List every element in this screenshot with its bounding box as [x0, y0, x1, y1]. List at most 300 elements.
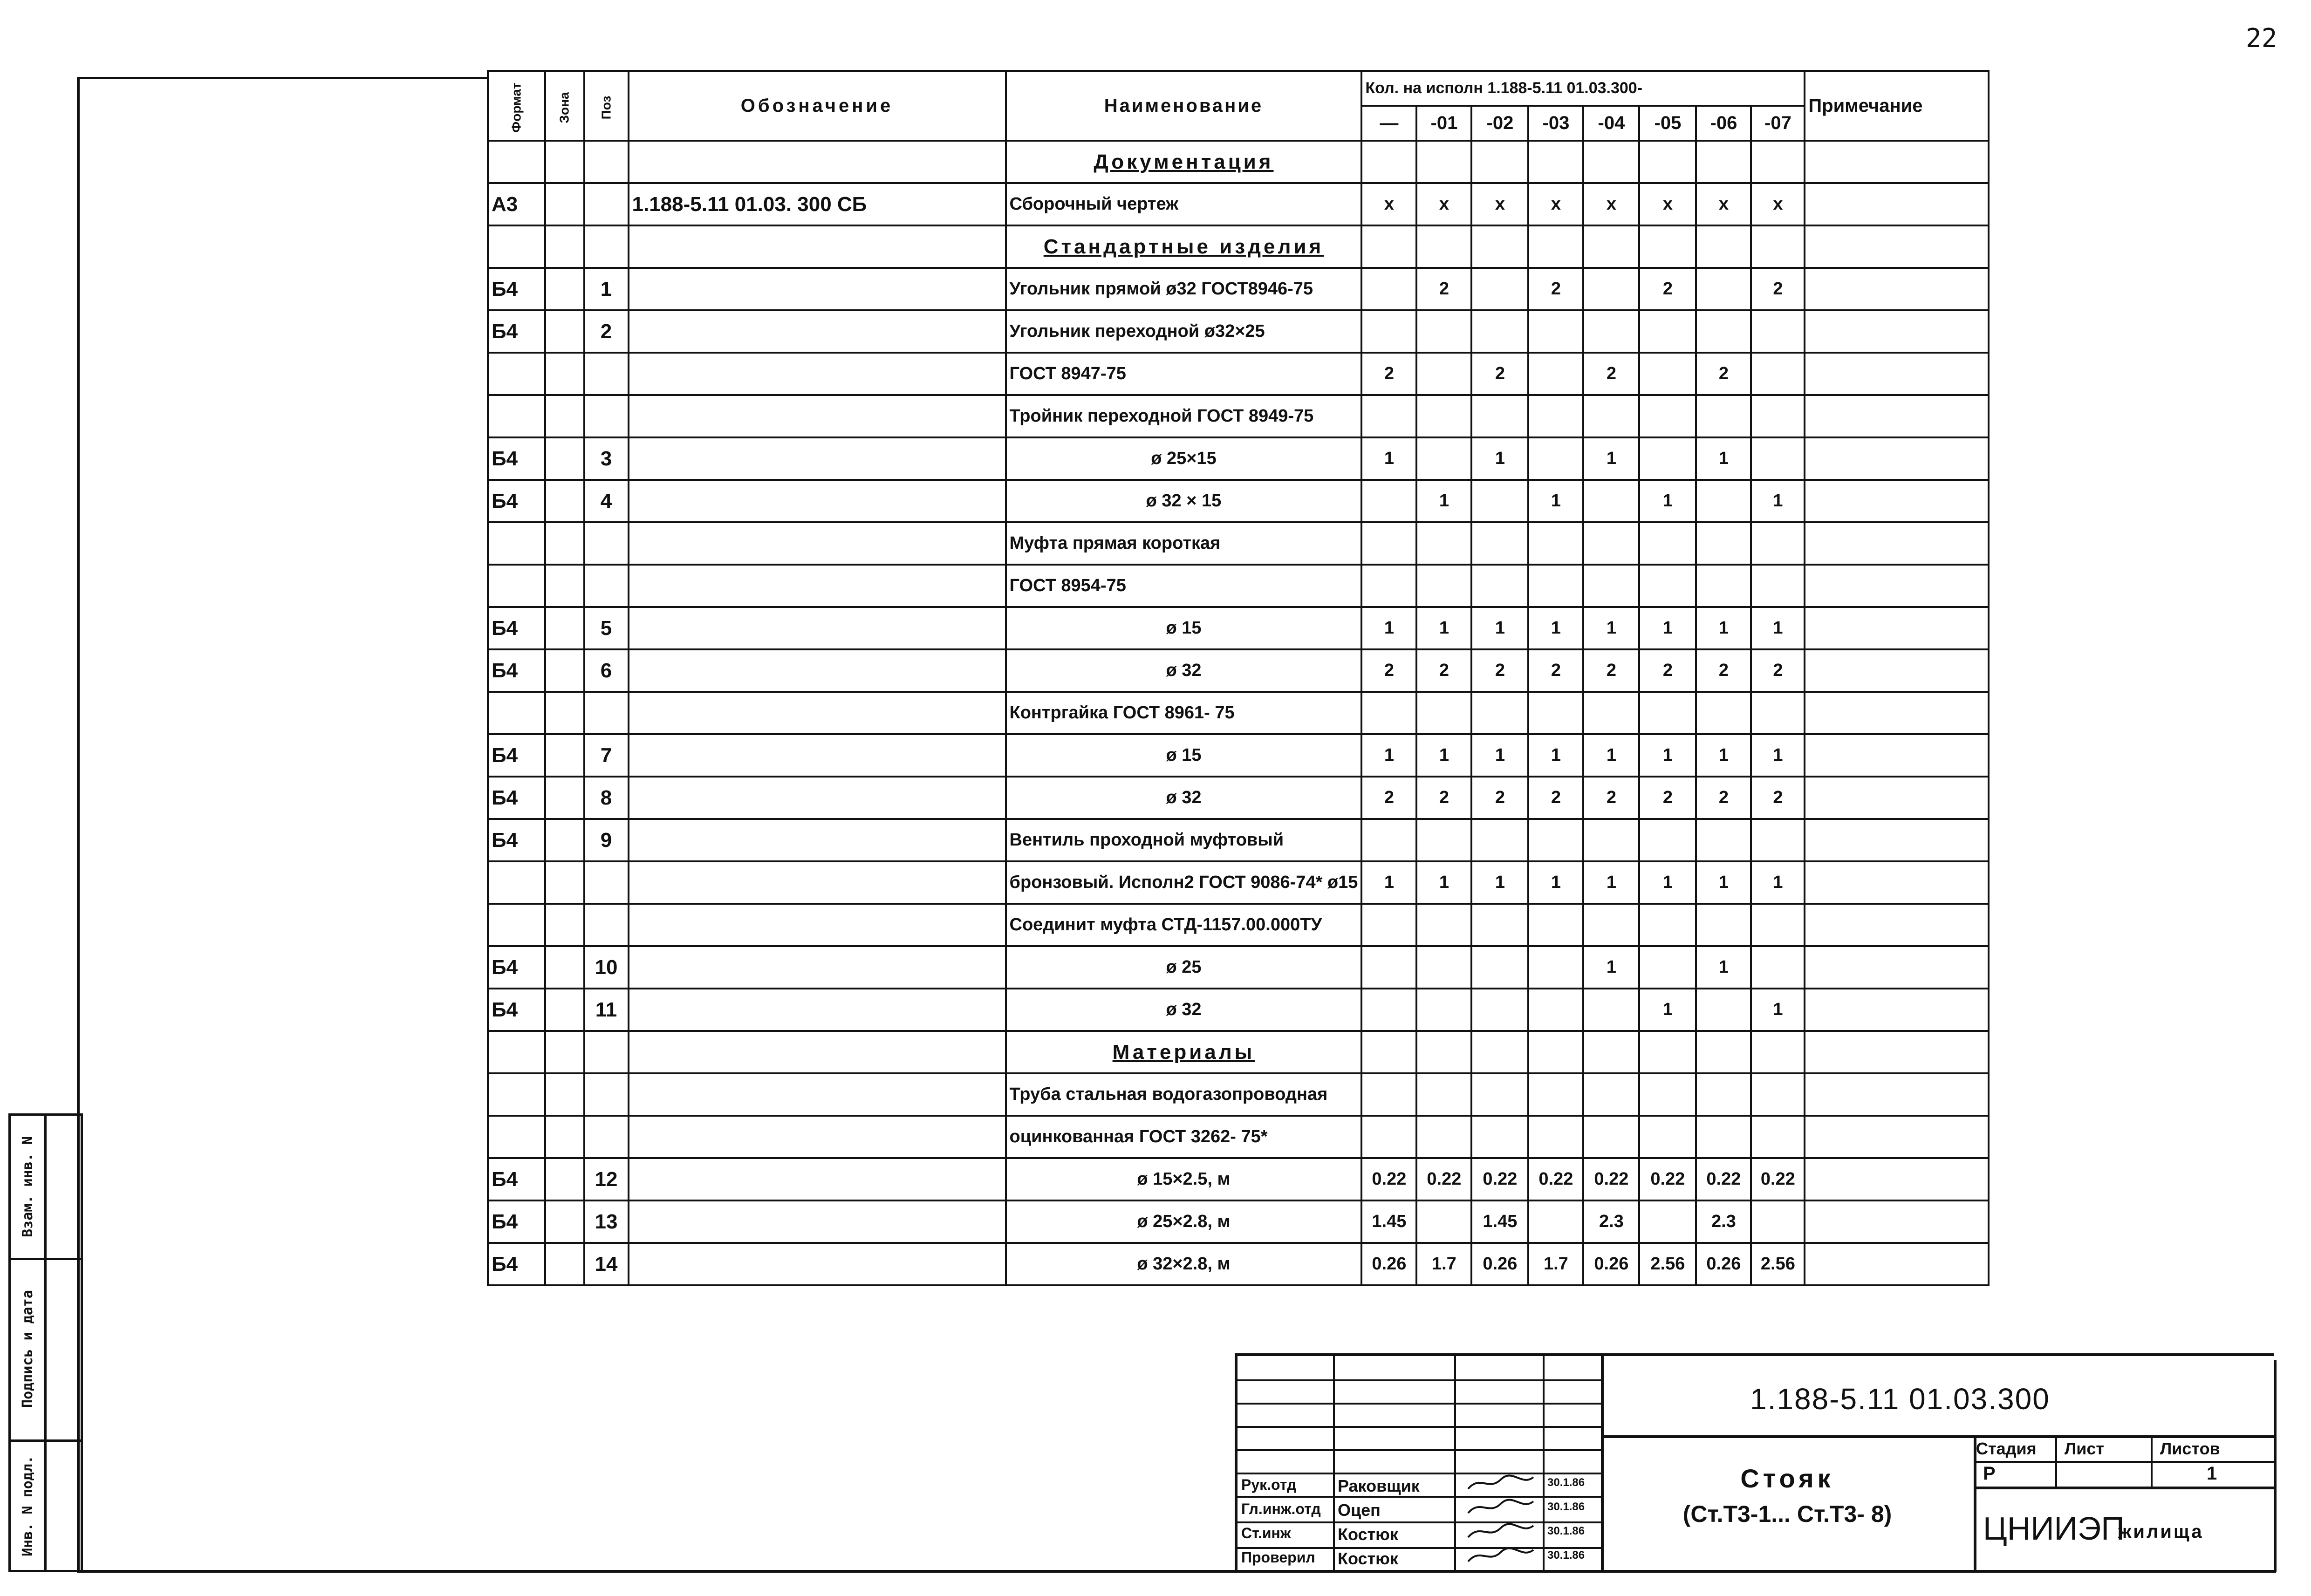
- cell-note: [1805, 734, 1989, 777]
- cell-quantity: [1416, 225, 1471, 268]
- strip-podpis: Подпись и дата: [19, 1289, 36, 1408]
- cell-quantity: [1583, 268, 1639, 310]
- cell-pos: [584, 1073, 629, 1116]
- cell-quantity: 1: [1583, 437, 1639, 480]
- cell-quantity: [1416, 989, 1471, 1031]
- cell-quantity: [1471, 1073, 1528, 1116]
- cell-quantity: [1528, 141, 1583, 183]
- signer-date: 30.1.86: [1547, 1476, 1585, 1489]
- page-number: 22: [2246, 23, 2277, 54]
- variant-header: -03: [1528, 106, 1583, 141]
- cell-zona: [545, 904, 584, 946]
- cell-name: ø 32×2.8, м: [1006, 1243, 1362, 1285]
- cell-note: [1805, 310, 1989, 353]
- cell-quantity: [1361, 310, 1416, 353]
- cell-designation: [629, 141, 1006, 183]
- cell-quantity: х: [1416, 183, 1471, 225]
- cell-designation: [629, 734, 1006, 777]
- cell-quantity: 2: [1471, 353, 1528, 395]
- cell-quantity: 1: [1696, 861, 1751, 904]
- cell-designation: [629, 522, 1006, 565]
- cell-quantity: [1639, 141, 1696, 183]
- cell-quantity: 1: [1528, 861, 1583, 904]
- cell-pos: 13: [584, 1200, 629, 1243]
- cell-quantity: 1: [1751, 607, 1805, 649]
- cell-zona: [545, 1243, 584, 1285]
- cell-quantity: 1: [1583, 861, 1639, 904]
- cell-quantity: [1696, 904, 1751, 946]
- header-zona: Зона: [545, 71, 584, 141]
- stadiya-label: Стадия: [1976, 1439, 2037, 1458]
- cell-zona: [545, 1200, 584, 1243]
- cell-quantity: 0.22: [1471, 1158, 1528, 1200]
- cell-name: Тройник переходной ГОСТ 8949-75: [1006, 395, 1362, 437]
- grid-line: [1238, 1426, 1601, 1428]
- cell-name: Сборочный чертеж: [1006, 183, 1362, 225]
- cell-quantity: 0.22: [1639, 1158, 1696, 1200]
- cell-quantity: [1528, 395, 1583, 437]
- cell-note: [1805, 183, 1989, 225]
- cell-format: [488, 1031, 545, 1073]
- cell-quantity: [1639, 522, 1696, 565]
- cell-quantity: 1: [1751, 861, 1805, 904]
- document-subtitle: (Ст.Т3-1... Ст.Т3- 8): [1682, 1501, 1892, 1527]
- cell-quantity: [1751, 1116, 1805, 1158]
- cell-note: [1805, 819, 1989, 861]
- cell-note: [1805, 1073, 1989, 1116]
- cell-name: ø 32 × 15: [1006, 480, 1362, 522]
- cell-name: Угольник переходной ø32×25: [1006, 310, 1362, 353]
- grid-line: [1333, 1356, 1335, 1573]
- header-naimenovanie: Наименование: [1006, 71, 1362, 141]
- cell-quantity: [1751, 395, 1805, 437]
- cell-quantity: [1696, 480, 1751, 522]
- cell-designation: [629, 777, 1006, 819]
- cell-name: ø 25: [1006, 946, 1362, 989]
- cell-quantity: 2: [1361, 777, 1416, 819]
- cell-quantity: [1528, 946, 1583, 989]
- cell-pos: 8: [584, 777, 629, 819]
- cell-quantity: [1639, 946, 1696, 989]
- cell-note: [1805, 904, 1989, 946]
- cell-format: [488, 353, 545, 395]
- cell-quantity: [1639, 1116, 1696, 1158]
- cell-format: Б4: [488, 989, 545, 1031]
- cell-name: бронзовый. Исполн2 ГОСТ 9086-74* ø15: [1006, 861, 1362, 904]
- signer-name: Оцеп: [1338, 1501, 1381, 1520]
- cell-quantity: 1: [1528, 734, 1583, 777]
- cell-quantity: 0.26: [1361, 1243, 1416, 1285]
- cell-quantity: [1471, 904, 1528, 946]
- cell-quantity: [1639, 395, 1696, 437]
- cell-format: Б4: [488, 1200, 545, 1243]
- cell-quantity: [1471, 989, 1528, 1031]
- cell-quantity: 2.3: [1696, 1200, 1751, 1243]
- cell-quantity: [1416, 1031, 1471, 1073]
- cell-quantity: [1751, 904, 1805, 946]
- cell-quantity: [1751, 353, 1805, 395]
- cell-zona: [545, 777, 584, 819]
- cell-quantity: [1361, 565, 1416, 607]
- table-row: [488, 141, 1989, 183]
- cell-quantity: [1696, 268, 1751, 310]
- cell-note: [1805, 692, 1989, 734]
- table-row: [488, 649, 1989, 692]
- cell-pos: 2: [584, 310, 629, 353]
- cell-quantity: [1471, 225, 1528, 268]
- cell-zona: [545, 649, 584, 692]
- cell-name: Муфта прямая короткая: [1006, 522, 1362, 565]
- cell-zona: [545, 522, 584, 565]
- cell-quantity: [1361, 692, 1416, 734]
- cell-designation: [629, 1200, 1006, 1243]
- cell-zona: [545, 989, 584, 1031]
- cell-zona: [545, 565, 584, 607]
- variant-header: -05: [1639, 106, 1696, 141]
- cell-quantity: 1: [1361, 607, 1416, 649]
- cell-name: ГОСТ 8947-75: [1006, 353, 1362, 395]
- cell-pos: [584, 225, 629, 268]
- cell-quantity: 1: [1696, 734, 1751, 777]
- table-row: [488, 904, 1989, 946]
- table-row: [488, 777, 1989, 819]
- cell-quantity: [1361, 225, 1416, 268]
- cell-quantity: [1583, 989, 1639, 1031]
- cell-format: [488, 565, 545, 607]
- grid-line: [1238, 1379, 1601, 1381]
- cell-quantity: 1: [1583, 946, 1639, 989]
- stadiya-value: Р: [1983, 1463, 1996, 1484]
- grid-line: [1238, 1496, 1601, 1498]
- cell-zona: [545, 692, 584, 734]
- cell-quantity: [1751, 819, 1805, 861]
- cell-quantity: 2: [1583, 649, 1639, 692]
- signer-date: 30.1.86: [1547, 1549, 1585, 1562]
- cell-pos: 4: [584, 480, 629, 522]
- cell-name: ГОСТ 8954-75: [1006, 565, 1362, 607]
- header-poz: Поз: [584, 71, 629, 141]
- cell-quantity: [1583, 480, 1639, 522]
- cell-quantity: [1416, 692, 1471, 734]
- cell-quantity: 2: [1471, 777, 1528, 819]
- table-row: [488, 861, 1989, 904]
- cell-quantity: [1751, 1200, 1805, 1243]
- cell-quantity: 1: [1583, 734, 1639, 777]
- grid-line: [1238, 1403, 1601, 1405]
- cell-quantity: [1639, 225, 1696, 268]
- cell-designation: [629, 819, 1006, 861]
- cell-quantity: [1471, 480, 1528, 522]
- table-row: [488, 480, 1989, 522]
- signer-date: 30.1.86: [1547, 1525, 1585, 1537]
- cell-designation: [629, 946, 1006, 989]
- cell-quantity: 2.3: [1583, 1200, 1639, 1243]
- cell-pos: [584, 692, 629, 734]
- cell-designation: [629, 904, 1006, 946]
- cell-quantity: [1583, 141, 1639, 183]
- document-number: 1.188-5.11 01.03.300: [1750, 1382, 2050, 1416]
- cell-quantity: [1751, 522, 1805, 565]
- cell-format: Б4: [488, 777, 545, 819]
- cell-quantity: [1696, 522, 1751, 565]
- cell-quantity: [1361, 1073, 1416, 1116]
- cell-quantity: 1: [1696, 607, 1751, 649]
- cell-quantity: [1471, 946, 1528, 989]
- cell-zona: [545, 395, 584, 437]
- cell-quantity: 2: [1696, 777, 1751, 819]
- grid-line: [1454, 1356, 1456, 1573]
- cell-quantity: 2: [1639, 649, 1696, 692]
- cell-quantity: [1416, 522, 1471, 565]
- cell-zona: [545, 1073, 584, 1116]
- cell-note: [1805, 777, 1989, 819]
- signer-role: Рук.отд: [1241, 1476, 1297, 1493]
- cell-designation: [629, 353, 1006, 395]
- cell-quantity: [1639, 819, 1696, 861]
- cell-quantity: 0.26: [1696, 1243, 1751, 1285]
- table-row: [488, 607, 1989, 649]
- strip-inv: Инв. N подл.: [19, 1455, 36, 1556]
- cell-quantity: [1361, 819, 1416, 861]
- cell-designation: [629, 1158, 1006, 1200]
- organization-suffix: жилища: [2118, 1521, 2204, 1542]
- cell-quantity: 2.56: [1639, 1243, 1696, 1285]
- grid-line: [1601, 1435, 2277, 1438]
- cell-designation: [629, 395, 1006, 437]
- cell-quantity: [1751, 565, 1805, 607]
- cell-pos: [584, 1031, 629, 1073]
- grid-line: [1238, 1449, 1601, 1451]
- cell-quantity: 2: [1696, 649, 1751, 692]
- cell-zona: [545, 183, 584, 225]
- cell-quantity: 1: [1696, 946, 1751, 989]
- cell-quantity: 0.22: [1361, 1158, 1416, 1200]
- signature-mark: [1466, 1521, 1536, 1548]
- cell-name: ø 32: [1006, 989, 1362, 1031]
- cell-pos: 10: [584, 946, 629, 989]
- cell-quantity: 1: [1416, 480, 1471, 522]
- cell-pos: [584, 1116, 629, 1158]
- cell-quantity: [1471, 1031, 1528, 1073]
- cell-quantity: [1583, 522, 1639, 565]
- cell-quantity: 1.45: [1361, 1200, 1416, 1243]
- cell-name: Контргайка ГОСТ 8961- 75: [1006, 692, 1362, 734]
- signature-mark: [1466, 1497, 1536, 1523]
- cell-designation: [629, 480, 1006, 522]
- cell-format: Б4: [488, 1158, 545, 1200]
- cell-quantity: [1416, 904, 1471, 946]
- cell-quantity: [1639, 1031, 1696, 1073]
- cell-quantity: [1361, 1116, 1416, 1158]
- cell-zona: [545, 1158, 584, 1200]
- cell-quantity: 2: [1416, 777, 1471, 819]
- cell-note: [1805, 1158, 1989, 1200]
- header-format: Формат: [488, 71, 545, 141]
- grid-line: [1974, 1487, 2277, 1489]
- cell-quantity: [1639, 1200, 1696, 1243]
- grid-line: [1543, 1356, 1545, 1573]
- cell-quantity: [1751, 141, 1805, 183]
- cell-quantity: [1696, 1031, 1751, 1073]
- cell-quantity: [1696, 1116, 1751, 1158]
- cell-quantity: 1: [1639, 861, 1696, 904]
- cell-quantity: [1361, 480, 1416, 522]
- variant-header: -01: [1416, 106, 1471, 141]
- specification-table: [487, 70, 1990, 1286]
- cell-quantity: 1: [1361, 861, 1416, 904]
- cell-quantity: 2: [1528, 268, 1583, 310]
- cell-quantity: [1528, 353, 1583, 395]
- variant-header: -07: [1751, 106, 1805, 141]
- cell-note: [1805, 1031, 1989, 1073]
- organization: ЦНИИЭП: [1983, 1510, 2125, 1547]
- cell-quantity: 1: [1471, 607, 1528, 649]
- cell-pos: [584, 353, 629, 395]
- cell-quantity: х: [1583, 183, 1639, 225]
- cell-pos: [584, 395, 629, 437]
- cell-quantity: [1583, 904, 1639, 946]
- cell-pos: 1: [584, 268, 629, 310]
- cell-quantity: 1: [1751, 734, 1805, 777]
- cell-format: А3: [488, 183, 545, 225]
- cell-designation: [629, 268, 1006, 310]
- cell-quantity: 2: [1751, 777, 1805, 819]
- cell-quantity: [1416, 437, 1471, 480]
- table-row: [488, 437, 1989, 480]
- cell-quantity: 0.22: [1583, 1158, 1639, 1200]
- table-row: [488, 310, 1989, 353]
- cell-quantity: 1: [1528, 480, 1583, 522]
- cell-quantity: х: [1639, 183, 1696, 225]
- cell-pos: 9: [584, 819, 629, 861]
- cell-quantity: 2: [1639, 777, 1696, 819]
- cell-format: Б4: [488, 649, 545, 692]
- cell-pos: 6: [584, 649, 629, 692]
- cell-format: [488, 522, 545, 565]
- cell-format: [488, 904, 545, 946]
- cell-quantity: 0.22: [1751, 1158, 1805, 1200]
- cell-name: ø 32: [1006, 777, 1362, 819]
- cell-quantity: [1696, 310, 1751, 353]
- cell-quantity: [1416, 1073, 1471, 1116]
- cell-quantity: 2: [1583, 777, 1639, 819]
- cell-quantity: [1751, 1031, 1805, 1073]
- table-row: [488, 225, 1989, 268]
- cell-quantity: 1: [1696, 437, 1751, 480]
- cell-pos: [584, 522, 629, 565]
- cell-pos: [584, 183, 629, 225]
- table-row: [488, 1031, 1989, 1073]
- table-row: [488, 353, 1989, 395]
- signer-name: Костюк: [1338, 1525, 1398, 1544]
- cell-quantity: [1528, 437, 1583, 480]
- header-primechanie: Примечание: [1805, 71, 1989, 141]
- cell-name: ø 25×2.8, м: [1006, 1200, 1362, 1243]
- cell-zona: [545, 607, 584, 649]
- cell-quantity: 2: [1528, 777, 1583, 819]
- cell-note: [1805, 353, 1989, 395]
- cell-pos: 5: [584, 607, 629, 649]
- cell-designation: [629, 989, 1006, 1031]
- cell-name: Материалы: [1006, 1031, 1362, 1073]
- cell-quantity: [1751, 225, 1805, 268]
- cell-quantity: [1361, 1031, 1416, 1073]
- cell-quantity: [1751, 946, 1805, 989]
- cell-pos: 12: [584, 1158, 629, 1200]
- table-row: [488, 989, 1989, 1031]
- listov-value: 1: [2207, 1463, 2217, 1484]
- cell-quantity: [1639, 310, 1696, 353]
- cell-quantity: [1416, 1116, 1471, 1158]
- grid-line: [1238, 1521, 1601, 1523]
- cell-quantity: [1471, 565, 1528, 607]
- cell-quantity: [1751, 437, 1805, 480]
- cell-name: оцинкованная ГОСТ 3262- 75*: [1006, 1116, 1362, 1158]
- cell-format: [488, 141, 545, 183]
- cell-quantity: [1751, 310, 1805, 353]
- cell-quantity: [1416, 395, 1471, 437]
- cell-note: [1805, 861, 1989, 904]
- cell-quantity: [1471, 692, 1528, 734]
- cell-quantity: [1696, 1073, 1751, 1116]
- cell-quantity: х: [1471, 183, 1528, 225]
- cell-quantity: 1: [1583, 607, 1639, 649]
- cell-quantity: 1: [1528, 607, 1583, 649]
- cell-name: Соединит муфта СТД-1157.00.000ТУ: [1006, 904, 1362, 946]
- cell-quantity: [1361, 395, 1416, 437]
- cell-designation: [629, 225, 1006, 268]
- cell-quantity: [1696, 395, 1751, 437]
- cell-quantity: [1696, 819, 1751, 861]
- signature-mark: [1466, 1473, 1536, 1499]
- cell-quantity: 0.22: [1528, 1158, 1583, 1200]
- cell-quantity: 1: [1751, 480, 1805, 522]
- cell-quantity: [1583, 692, 1639, 734]
- cell-format: [488, 861, 545, 904]
- cell-quantity: [1528, 1200, 1583, 1243]
- cell-quantity: 2: [1416, 649, 1471, 692]
- cell-zona: [545, 734, 584, 777]
- cell-quantity: [1696, 141, 1751, 183]
- grid-line: [2055, 1435, 2057, 1487]
- cell-note: [1805, 565, 1989, 607]
- cell-quantity: [1528, 819, 1583, 861]
- variant-header: —: [1361, 106, 1416, 141]
- cell-format: Б4: [488, 268, 545, 310]
- cell-quantity: [1639, 1073, 1696, 1116]
- cell-quantity: [1528, 310, 1583, 353]
- cell-zona: [545, 1031, 584, 1073]
- cell-quantity: х: [1696, 183, 1751, 225]
- cell-quantity: 0.22: [1416, 1158, 1471, 1200]
- cell-quantity: [1416, 353, 1471, 395]
- cell-pos: 11: [584, 989, 629, 1031]
- cell-quantity: [1471, 268, 1528, 310]
- cell-pos: [584, 565, 629, 607]
- signature-mark: [1466, 1545, 1536, 1572]
- cell-name: ø 15: [1006, 607, 1362, 649]
- cell-quantity: [1583, 1031, 1639, 1073]
- cell-name: Угольник прямой ø32 ГОСТ8946-75: [1006, 268, 1362, 310]
- cell-quantity: 1: [1751, 989, 1805, 1031]
- table-row: [488, 565, 1989, 607]
- table-row: [488, 1116, 1989, 1158]
- cell-format: Б4: [488, 946, 545, 989]
- cell-quantity: [1583, 565, 1639, 607]
- cell-quantity: [1416, 1200, 1471, 1243]
- cell-designation: [629, 1243, 1006, 1285]
- cell-quantity: 1: [1361, 734, 1416, 777]
